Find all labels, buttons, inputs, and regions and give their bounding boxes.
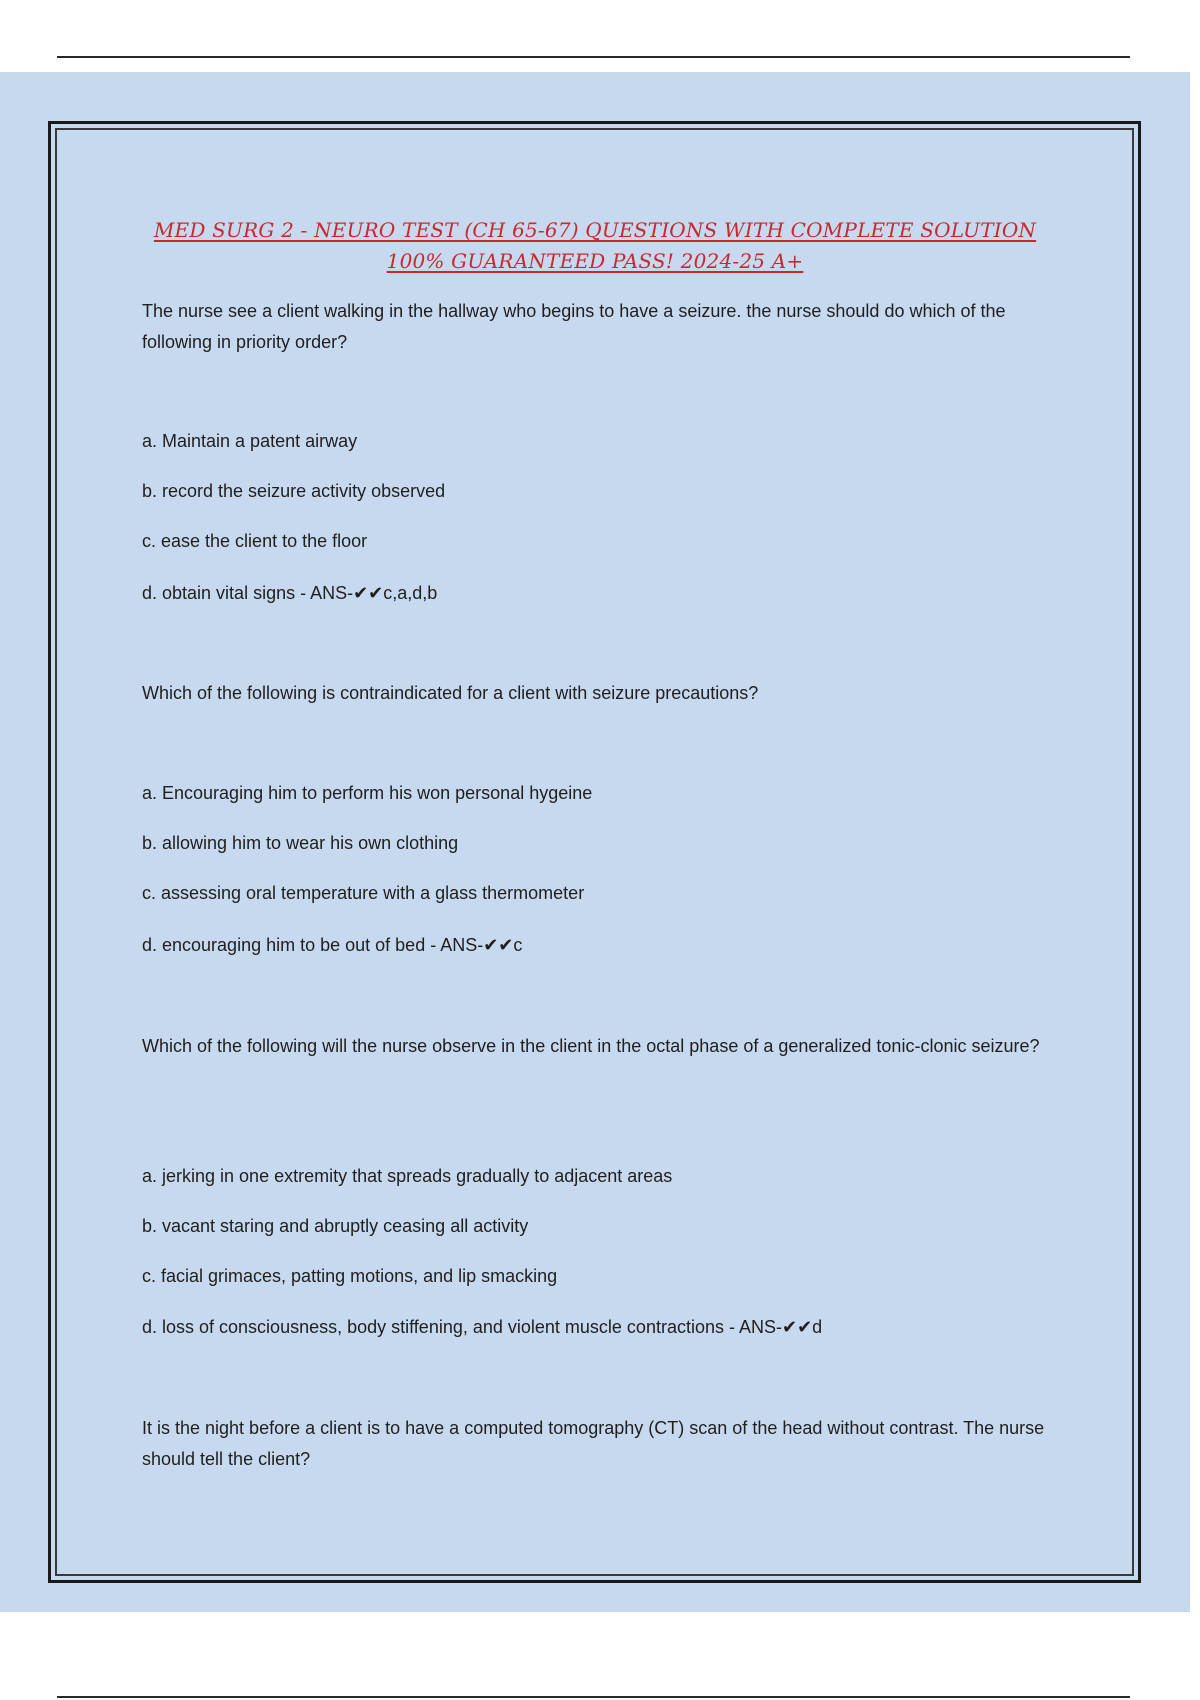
header-rule	[57, 56, 1130, 58]
question-2-option-c: c. assessing oral temperature with a glass thermometer	[142, 883, 585, 903]
footer-rule	[57, 1696, 1130, 1698]
document-title-line-1: MED SURG 2 - NEURO TEST (CH 65-67) QUESTIONS WITH COMPLETE SOLUTION	[153, 218, 1037, 242]
question-3-text: Which of the following will the nurse observe in the client in the octal phase of a generalized tonic-clonic seizure?	[142, 1036, 1040, 1056]
question-2-text: Which of the following is contraindicated for a client with seizure precautions?	[142, 683, 759, 703]
question-2-option-d-answer: d. encouraging him to be out of bed - ANS-✔✔c	[142, 935, 523, 955]
question-4-text: It is the night before a client is to have a computed tomography (CT) scan of the head without contrast. The nurse should tell the client?	[142, 1418, 1045, 1469]
document-title-line-2: 100% GUARANTEED PASS! 2024-25 A+	[386, 249, 804, 273]
question-3-option-b: b. vacant staring and abruptly ceasing all activity	[142, 1216, 529, 1236]
question-1-text: The nurse see a client walking in the hallway who begins to have a seizure. the nurse should do which of the following in priority order?	[142, 301, 1006, 352]
question-2-option-b: b. allowing him to wear his own clothing	[142, 833, 459, 853]
question-1-option-a: a. Maintain a patent airway	[142, 431, 358, 451]
question-1-option-d-answer: d. obtain vital signs - ANS-✔✔c,a,d,b	[142, 583, 438, 603]
question-1-option-c: c. ease the client to the floor	[142, 531, 368, 551]
question-2-option-a: a. Encouraging him to perform his won personal hygeine	[142, 783, 593, 803]
question-3-option-c: c. facial grimaces, patting motions, and lip smacking	[142, 1266, 558, 1286]
question-3-option-a: a. jerking in one extremity that spreads gradually to adjacent areas	[142, 1166, 673, 1186]
question-1-option-b: b. record the seizure activity observed	[142, 481, 446, 501]
question-3-option-d-answer: d. loss of consciousness, body stiffening, and violent muscle contractions - ANS-✔✔d	[142, 1317, 823, 1337]
